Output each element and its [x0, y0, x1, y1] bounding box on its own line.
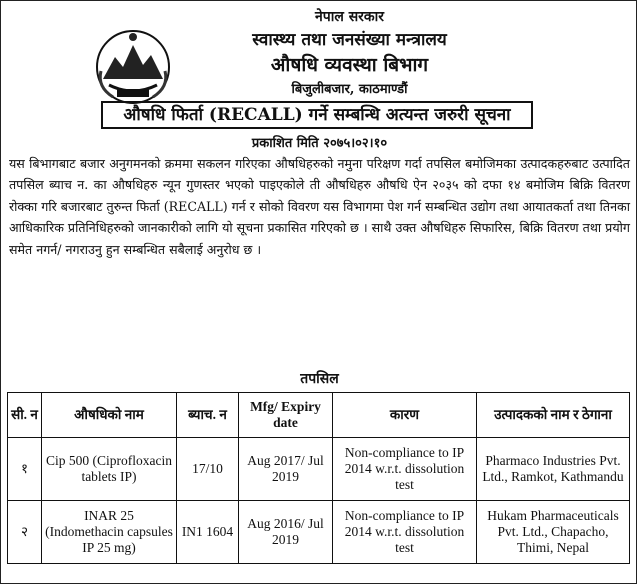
notice-body: यस बिभागबाट बजार अनुगमनको क्रममा सकलन गरिएका औषधिहरुको नमुना परिक्षण गर्दा तपसिल बमोजिमका उत्पादकहरुबाट उत्पादित तपसिल ब्याच न. का औषधिहरु न्यून गुणस्तर भएको पाइएकोले ती औषधिहरु औषधि ऐन २०३५ को दफा १४ बमोजिम बिक्रि वितरण रोक्का गरि बजारबाट तुरुन्त फिर्ता (RECALL) गर्न र सोको विवरण यस विभागमा पेश गर्न सम्बन्धित उद्योग तथा आयातकर्ता तथा तिनका आधिकारिक प्रतिनिधिहरुको जानकारीको लागि यो सूचना प्रकासित गरिएको छ । साथै उक्त औषधिहरु सिफारिस, बिक्रि वितरण तथा प्रयोग समेत नगर्न/ नगराउनु हुन सम्बन्धित सबैलाई अनुरोध छ । [9, 156, 630, 257]
department-address: बिजुलीबजार, काठमाण्डौं [291, 82, 408, 97]
published-date: प्रकाशित मिति २०७५।०२।१० [251, 136, 388, 151]
cell-medicine: INAR 25 (Indomethacin capsules IP 25 mg) [42, 501, 177, 564]
cell-reason: Non-compliance to IP 2014 w.r.t. dissolution test [333, 438, 477, 501]
table-header-row [8, 393, 630, 438]
details-heading: तपसिल [300, 371, 339, 387]
col-serial: सी. न [8, 393, 42, 438]
cell-reason: Non-compliance to IP 2014 w.r.t. dissolution test [333, 501, 477, 564]
cell-dates: Aug 2016/ Jul 2019 [239, 501, 333, 564]
col-medicine: औषधिको नाम [42, 393, 177, 438]
cell-serial: २ [8, 501, 42, 564]
recall-table [7, 392, 630, 564]
cell-serial: १ [8, 438, 42, 501]
table-row [8, 501, 630, 564]
cell-batch: 17/10 [177, 438, 239, 501]
department-name: औषधि व्यवस्था बिभाग [270, 54, 429, 76]
cell-batch: IN1 1604 [177, 501, 239, 564]
ministry-name: स्वास्थ्य तथा जनसंख्या मन्त्रालय [252, 30, 447, 50]
col-batch: ब्याच. न [177, 393, 239, 438]
col-reason: कारण [333, 393, 477, 438]
notice-title: औषधि फिर्ता (RECALL) गर्ने सम्बन्धि अत्यन्त जरुरी सूचना [101, 101, 533, 129]
table-row [8, 438, 630, 501]
cell-manufacturer: Pharmaco Industries Pvt. Ltd., Ramkot, Kathmandu [477, 438, 630, 501]
government-name: नेपाल सरकार [314, 9, 384, 25]
col-dates: Mfg/ Expiry date [239, 393, 333, 438]
cell-dates: Aug 2017/ Jul 2019 [239, 438, 333, 501]
col-manufacturer: उत्पादकको नाम र ठेगाना [477, 393, 630, 438]
cell-manufacturer: Hukam Pharmaceuticals Pvt. Ltd., Chapacho, Thimi, Nepal [477, 501, 630, 564]
cell-medicine: Cip 500 (Ciprofloxacin tablets IP) [42, 438, 177, 501]
